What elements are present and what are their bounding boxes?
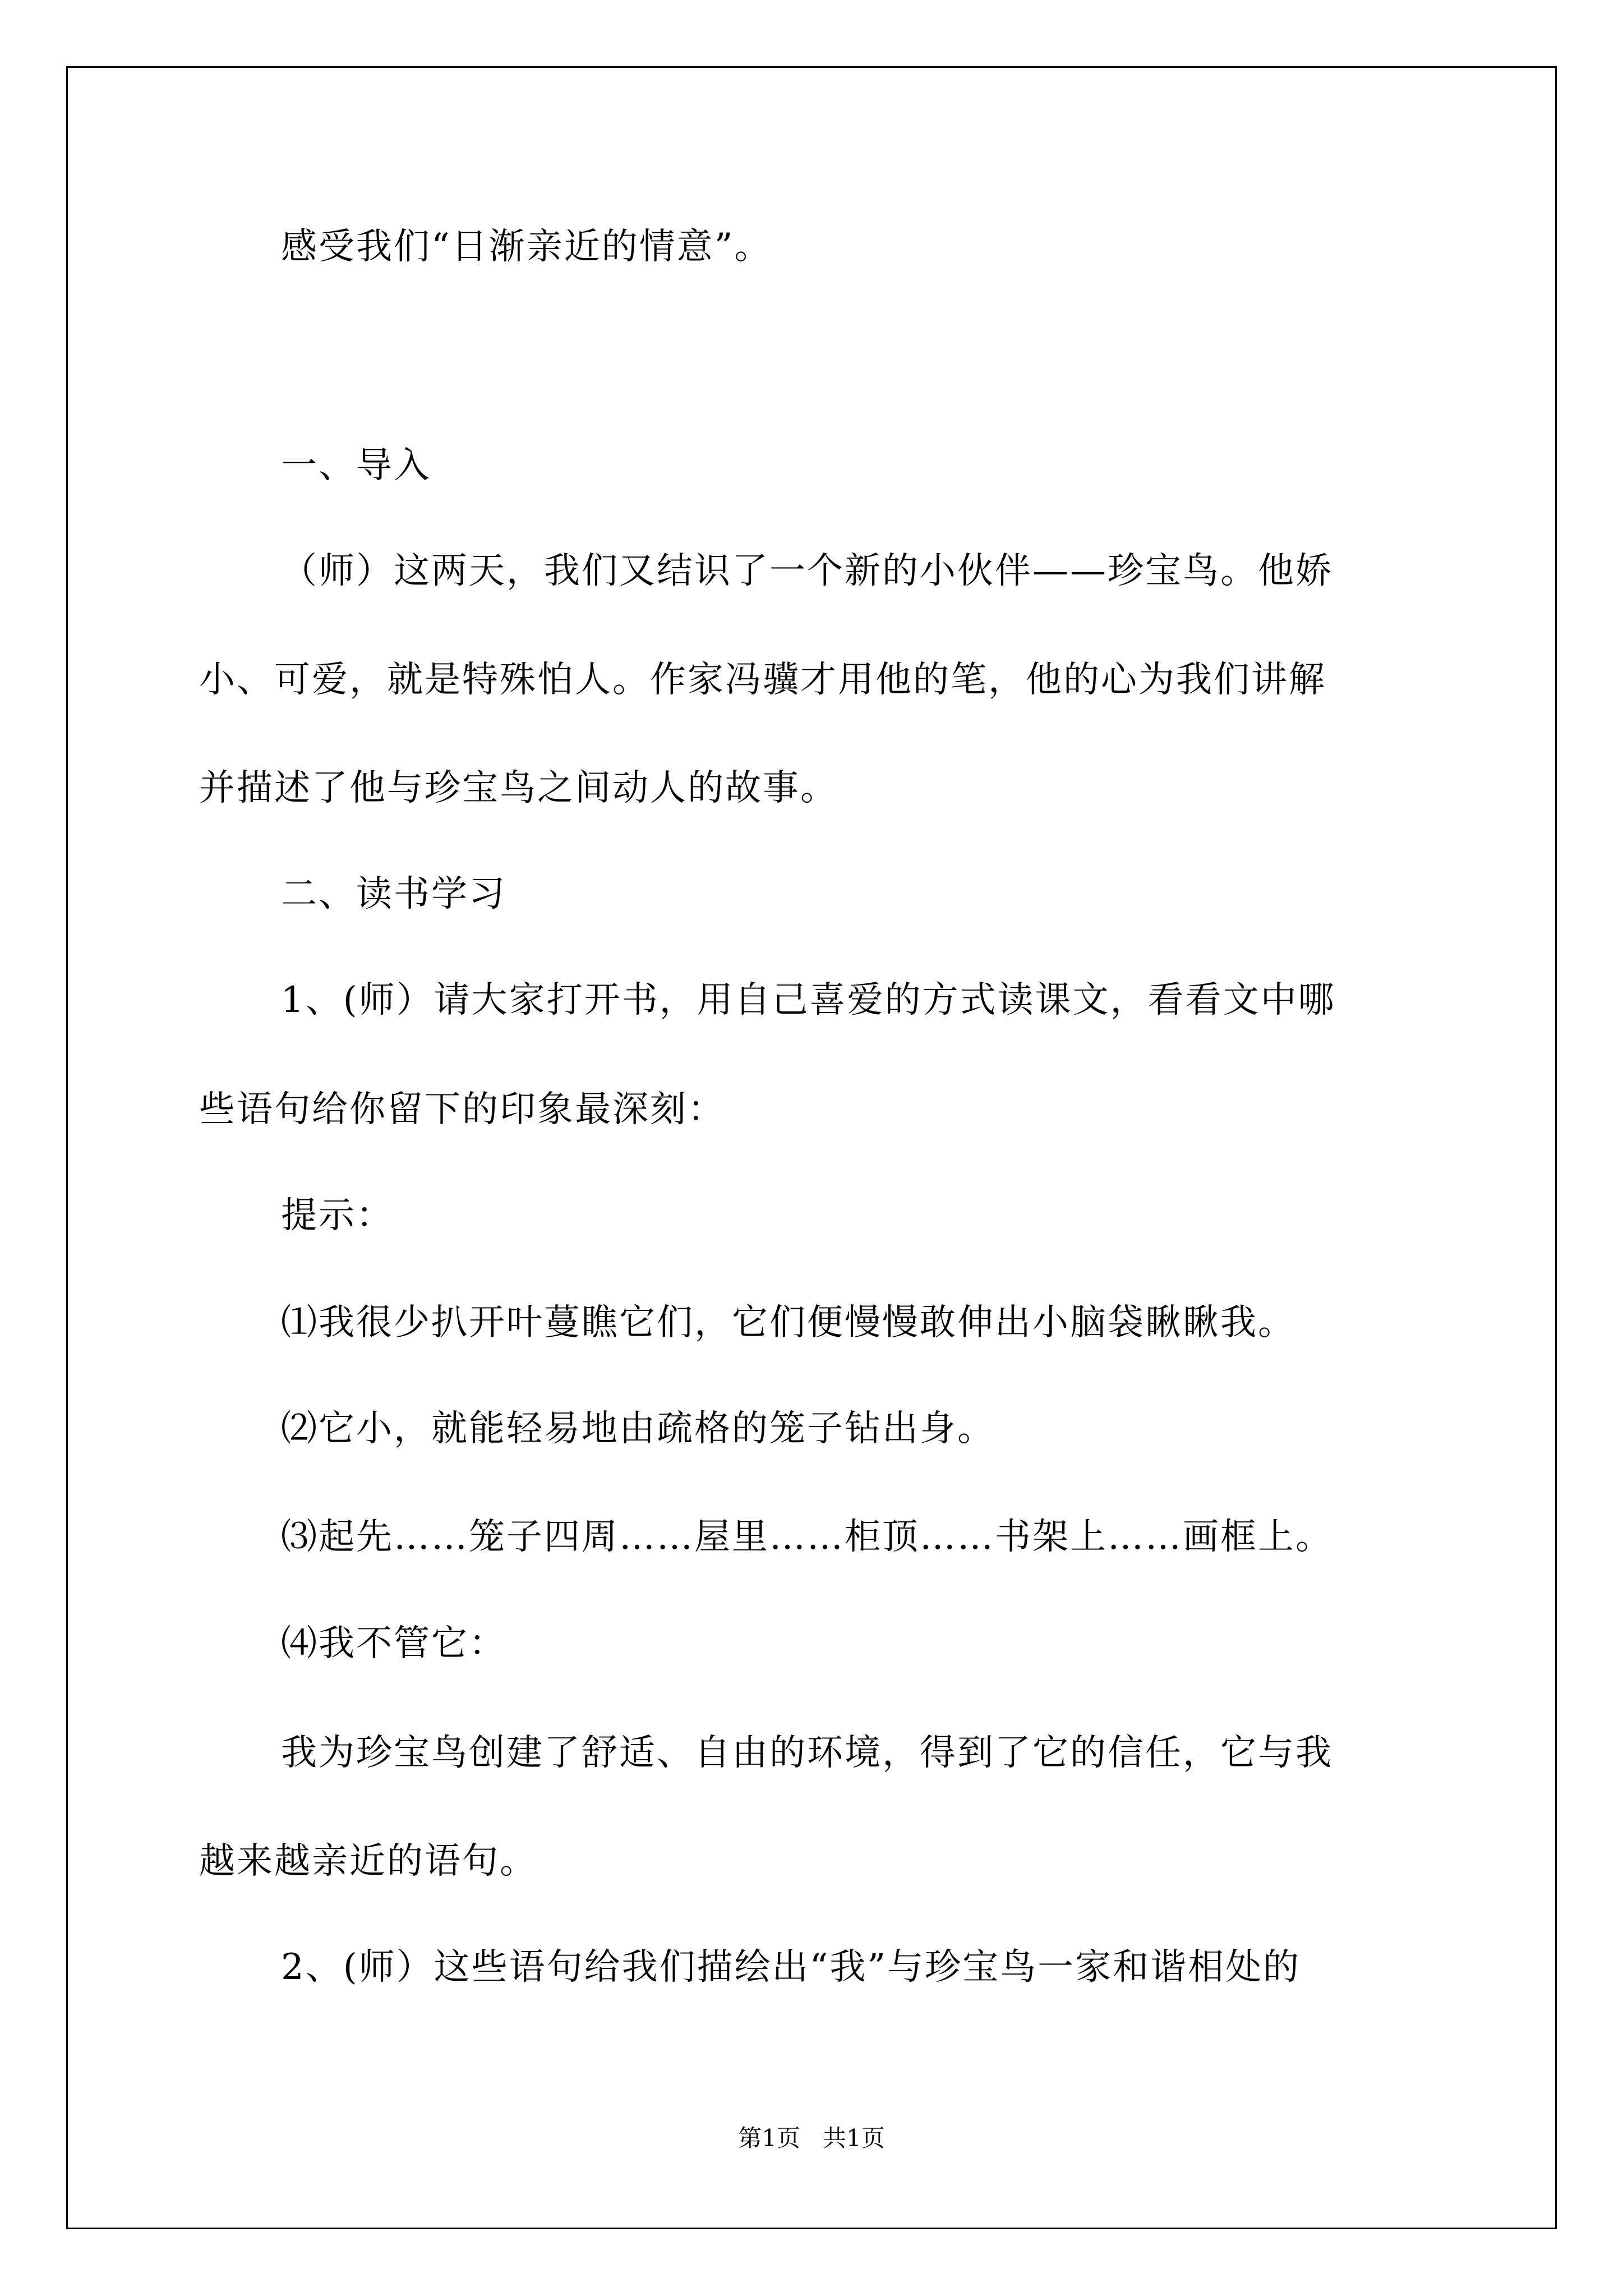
paragraph-line: 我为珍宝鸟创建了舒适、自由的环境，得到了它的信任，它与我 (281, 1732, 1333, 1774)
section-heading: 二、读书学习 (281, 873, 506, 915)
section-heading: 一、导入 (281, 445, 431, 486)
paragraph-line: 1、(师）请大家打开书，用自己喜爱的方式读课文，看看文中哪 (281, 979, 1336, 1021)
paragraph-line: 些语句给你留下的印象最深刻： (199, 1089, 725, 1130)
paragraph-line: 越来越亲近的语句。 (199, 1841, 537, 1882)
paragraph-line: 并描述了他与珍宝鸟之间动人的故事。 (199, 767, 838, 809)
page-border (66, 66, 1557, 2229)
paragraph-line: 小、可爱，就是特殊怕人。作家冯骥才用他的笔，他的心为我们讲解 (199, 659, 1326, 701)
page-number-footer: 第1页 共1页 (738, 2124, 885, 2152)
paragraph-line: 2、(师）这些语句给我们描绘出“我”与珍宝鸟一家和谐相处的 (281, 1947, 1301, 1988)
paragraph-line: （师）这两天，我们又结识了一个新的小伙伴——珍宝鸟。他娇 (281, 550, 1333, 592)
paragraph-line: 提示： (281, 1195, 394, 1236)
paragraph-line: 感受我们“日渐亲近的情意”。 (281, 226, 772, 268)
list-item: ⑴我很少扒开叶蔓瞧它们，它们便慢慢敢伸出小脑袋瞅瞅我。 (281, 1302, 1295, 1343)
list-item: ⑶起先……笼子四周……屋里……柜顶……书架上……画框上。 (281, 1516, 1333, 1558)
list-item: ⑷我不管它： (281, 1623, 506, 1664)
list-item: ⑵它小，就能轻易地由疏格的笼子钻出身。 (281, 1408, 995, 1450)
